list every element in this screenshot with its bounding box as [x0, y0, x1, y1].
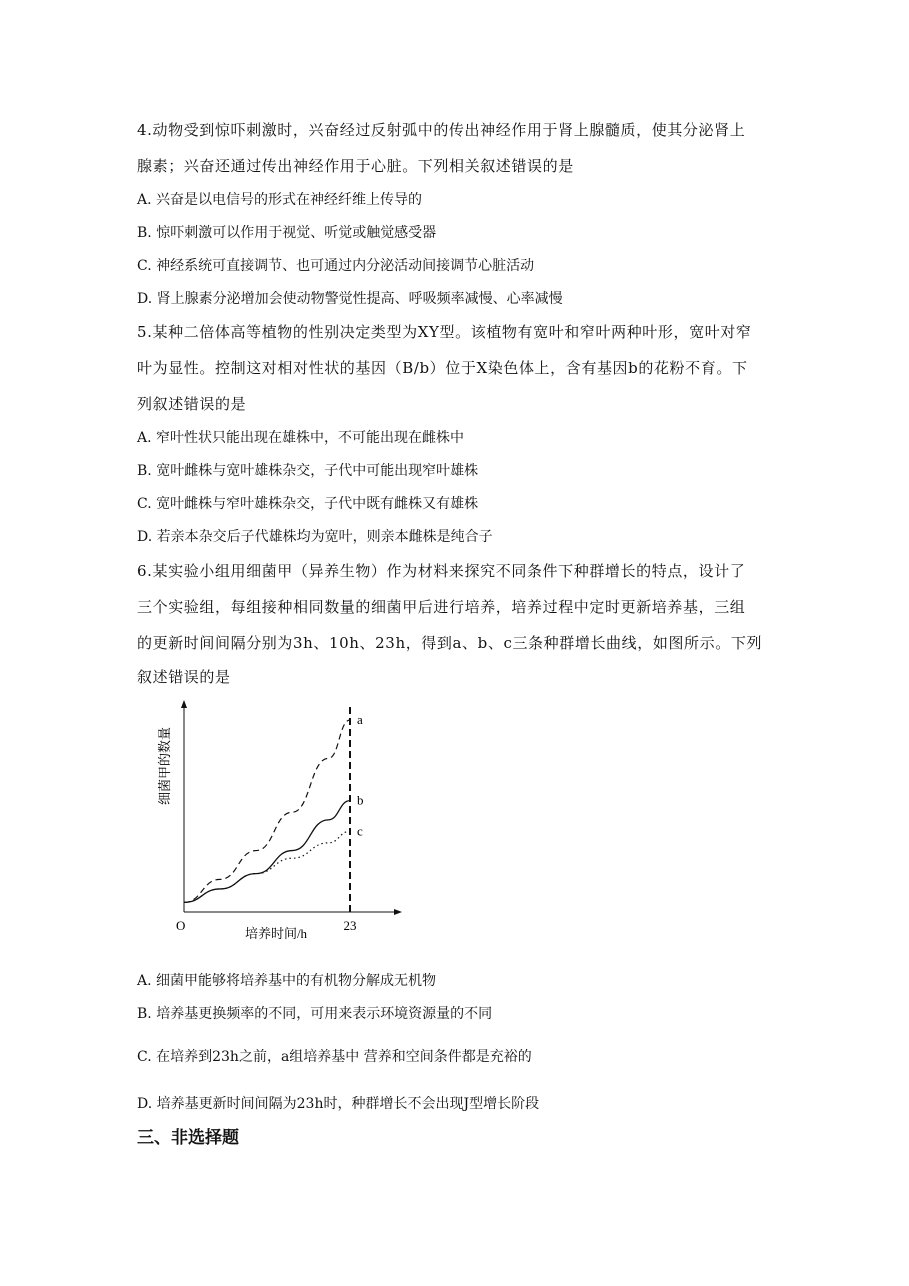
- y-axis-arrow: [181, 700, 187, 708]
- q4-option-b: B. 惊吓刺激可以作用于视觉、听觉或触觉感受器: [137, 225, 437, 241]
- q6-stem-line-2: 三个实验组，每组接种相同数量的细菌甲后进行培养，培养过程中定时更新培养基，三组: [137, 598, 746, 616]
- q6-option-a: A. 细菌甲能够将培养基中的有机物分解成无机物: [137, 973, 437, 989]
- q6-stem-line-3: 的更新时间间隔分别为3h、10h、23h，得到a、b、c三条种群增长曲线，如图所示。下列: [137, 634, 763, 652]
- q5-stem-line-2: 叶为显性。控制这对相对性状的基因（B/b）位于X染色体上，含有基因b的花粉不育。下: [137, 359, 748, 377]
- curve-a: [184, 720, 350, 902]
- series-labels: [357, 712, 364, 838]
- curve-b: [184, 801, 350, 903]
- x-tick-label-23: 23: [343, 918, 357, 933]
- q4-stem-line-1: 4.动物受到惊吓刺激时，兴奋经过反射弧中的传出神经作用于肾上腺髓质，使其分泌肾上: [137, 121, 746, 139]
- q6-option-c: C. 在培养到23h之前，a组培养基中 营养和空间条件都是充裕的: [137, 1049, 532, 1065]
- x-axis-arrow: [394, 909, 402, 915]
- origin-label: O: [176, 918, 186, 933]
- q5-option-b: B. 宽叶雌株与宽叶雄株杂交，子代中可能出现窄叶雄株: [137, 463, 479, 479]
- q5-option-a: A. 窄叶性状只能出现在雄株中，不可能出现在雌株中: [137, 430, 465, 446]
- q4-option-a: A. 兴奋是以电信号的形式在神经纤维上传导的: [137, 192, 423, 208]
- q5-stem-line-3: 列叙述错误的是: [137, 395, 247, 413]
- q5-stem-line-1: 5.某种二倍体高等植物的性别决定类型为XY型。该植物有宽叶和窄叶两种叶形，宽叶对窄: [137, 323, 752, 341]
- q4-option-d: D. 肾上腺素分泌增加会使动物警觉性提高、呼吸频率减慢、心率减慢: [137, 291, 563, 307]
- q6-option-b: B. 培养基更换频率的不同，可用来表示环境资源量的不同: [137, 1006, 493, 1022]
- q6-option-d: D. 培养基更新时间间隔为23h时，种群增长不会出现J型增长阶段: [137, 1096, 540, 1112]
- series-label-b: b: [357, 792, 364, 808]
- series-label-a: a: [357, 712, 363, 727]
- q4-option-c: C. 神经系统可直接调节、也可通过内分泌活动间接调节心脏活动: [137, 258, 535, 274]
- series-label-c: c: [357, 823, 363, 839]
- q5-option-c: C. 宽叶雌株与窄叶雄株杂交，子代中既有雌株又有雄株: [137, 496, 479, 512]
- q5-option-d: D. 若亲本杂交后子代雄株均为宽叶，则亲本雌株是纯合子: [137, 529, 493, 545]
- curve-c: [184, 831, 350, 902]
- population-growth-chart: [150, 700, 410, 945]
- x-axis-label: 培养时间/h: [244, 926, 308, 941]
- q4-stem-line-2: 腺素；兴奋还通过传出神经作用于心脏。下列相关叙述错误的是: [137, 157, 574, 175]
- chart-axes: [181, 700, 402, 915]
- y-axis-label: 细菌甲的数量: [157, 726, 172, 806]
- section-title: 三、非选择题: [137, 1128, 239, 1148]
- q6-stem-line-1: 6.某实验小组用细菌甲（异养生物）作为材料来探究不同条件下种群增长的特点，设计了: [137, 562, 746, 580]
- q6-stem-line-4: 叙述错误的是: [137, 668, 231, 686]
- chart-curves: [184, 706, 350, 912]
